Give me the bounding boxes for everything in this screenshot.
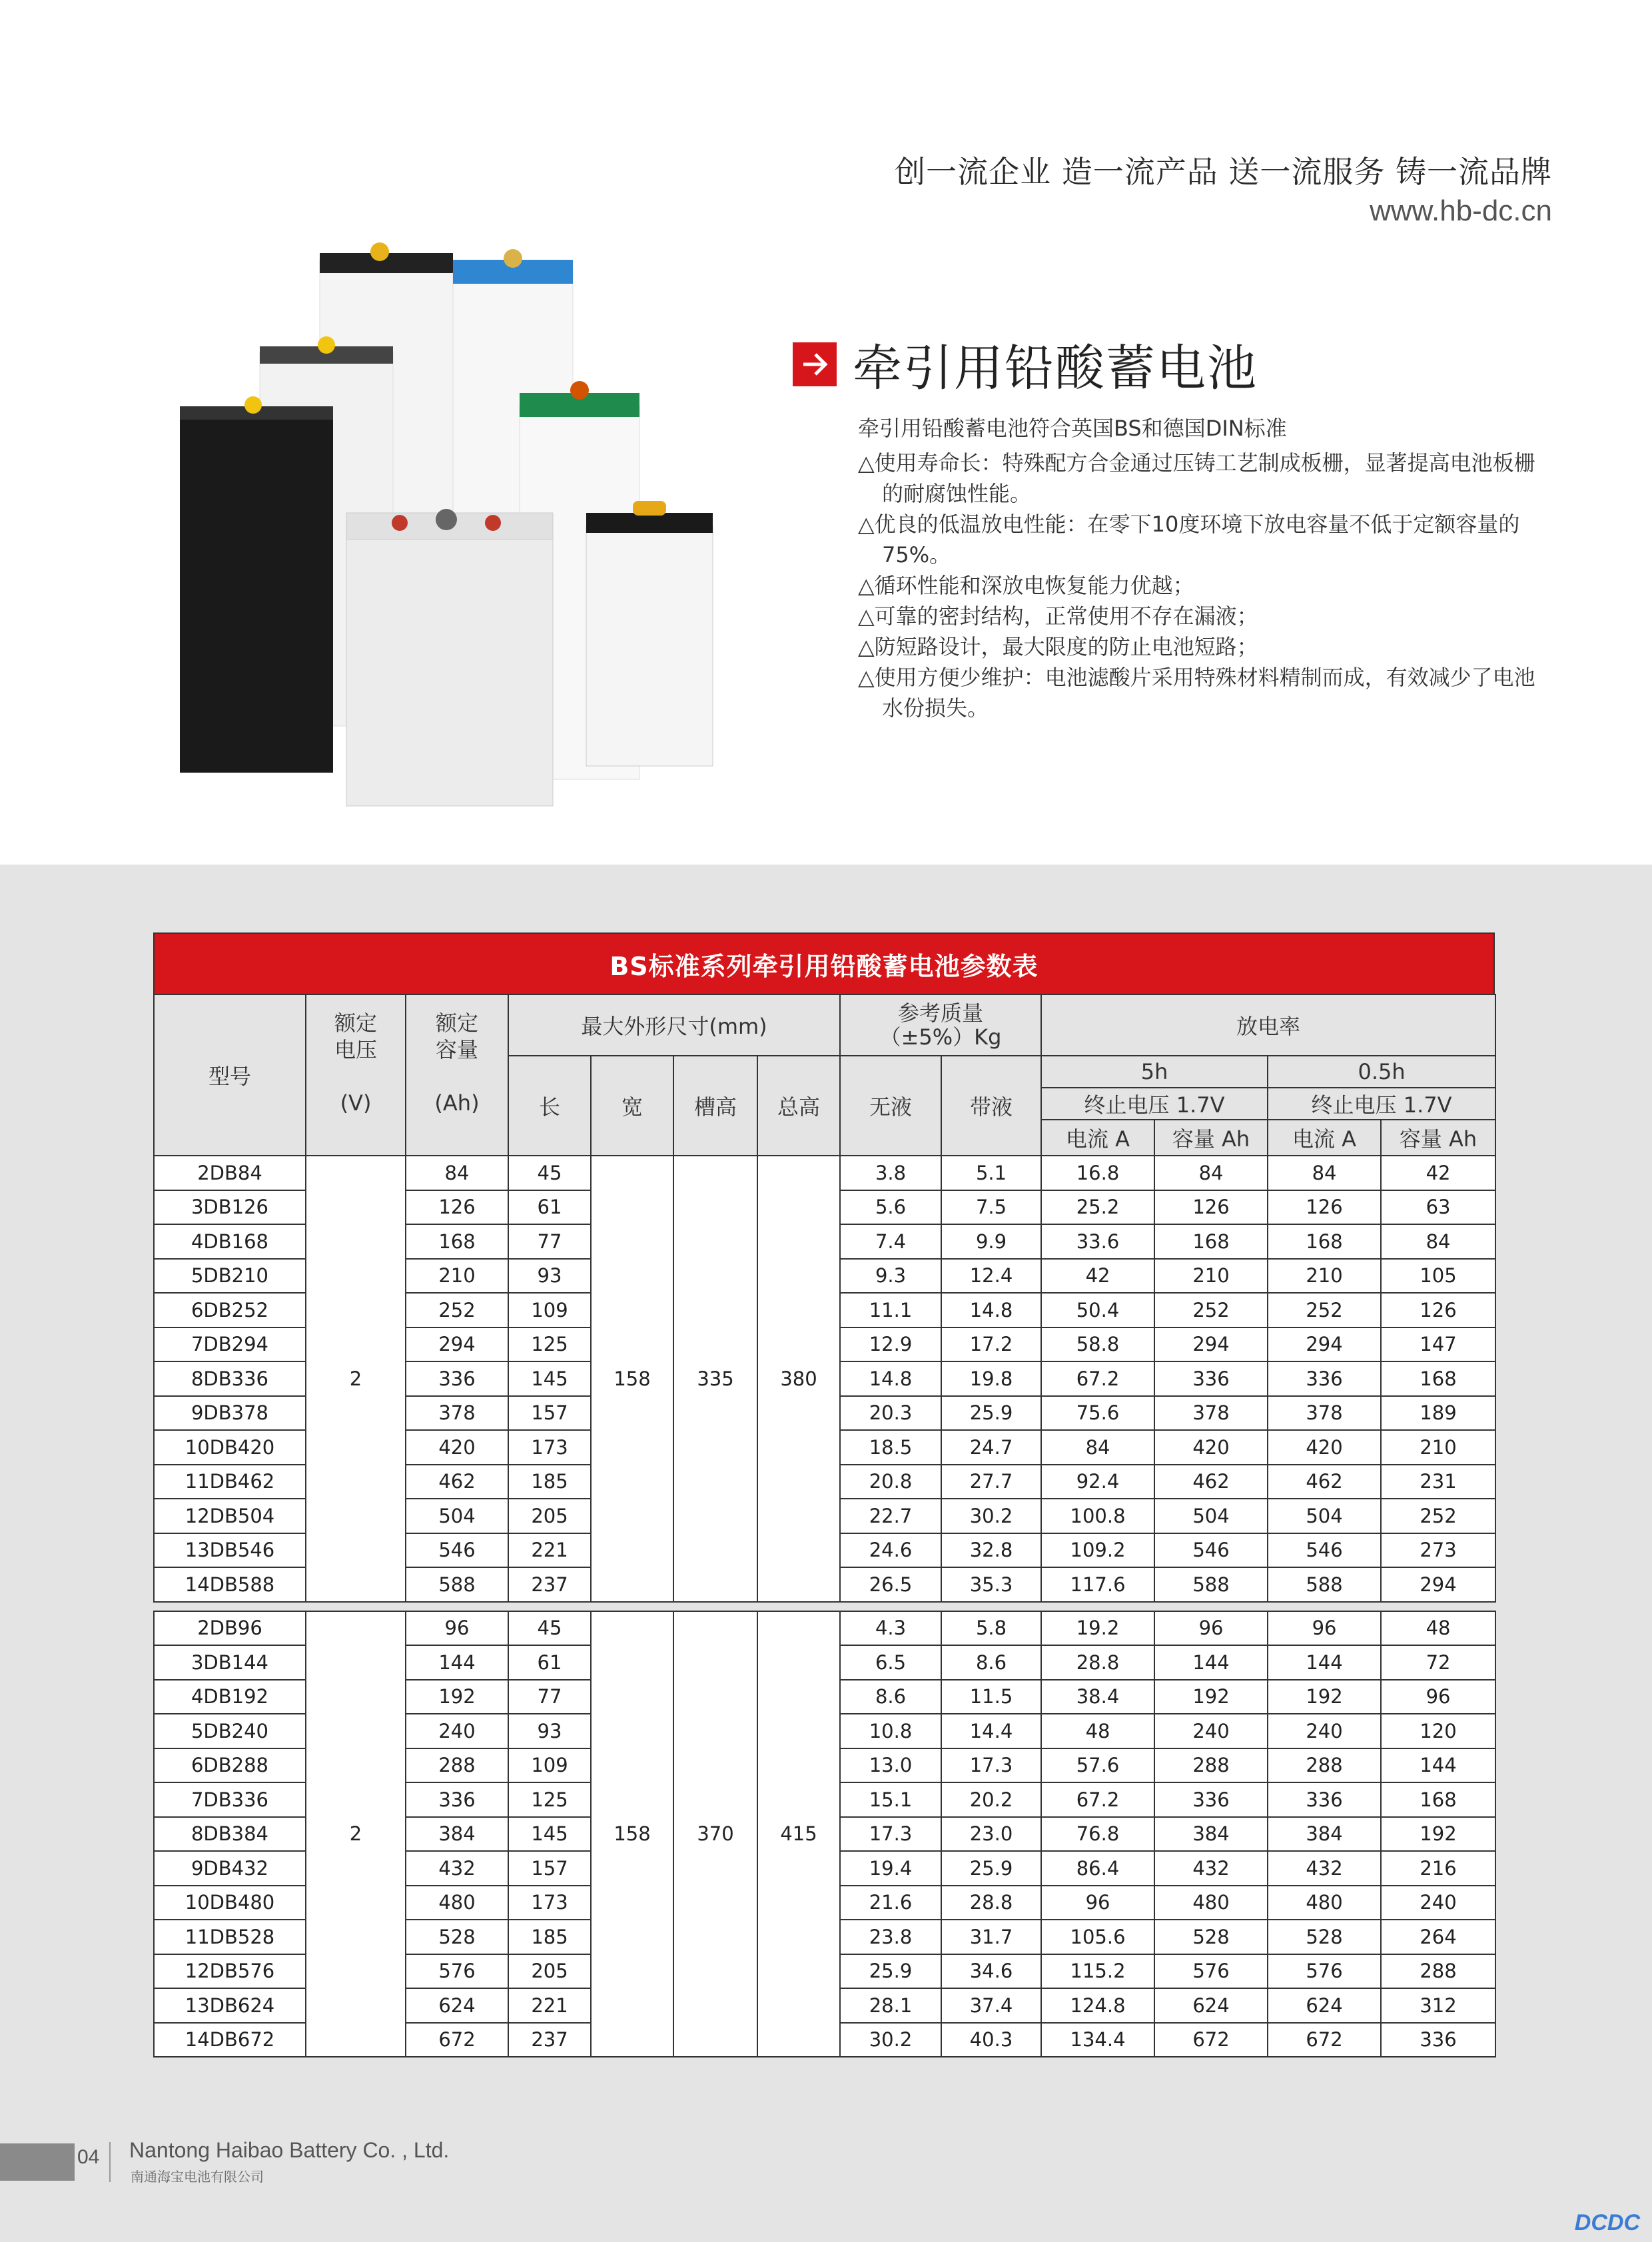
cell-capacity: 576 (406, 1954, 508, 1989)
cell-length: 77 (508, 1680, 591, 1714)
header-voltage-label: 额定 电压 (334, 1010, 377, 1062)
cell-model: 2DB84 (154, 1156, 306, 1190)
cell-mass-dry: 8.6 (840, 1680, 941, 1714)
feature-item: △优良的低温放电性能：在零下10度环境下放电容量不低于定额容量的75%。 (858, 512, 1520, 567)
feature-item: △循环性能和深放电恢复能力优越； (858, 573, 1194, 598)
group-spacer (154, 1602, 1495, 1611)
header-dimensions: 最大外形尺寸(mm) (508, 994, 840, 1056)
cell-capacity-5h: 240 (1154, 1714, 1268, 1748)
cell-current-05h: 84 (1268, 1156, 1381, 1190)
cell-mass-dry: 15.1 (840, 1782, 941, 1817)
cell-model: 9DB432 (154, 1851, 306, 1886)
cell-length: 145 (508, 1361, 591, 1396)
cell-capacity-05h: 336 (1381, 2023, 1495, 2057)
cell-mass-dry: 9.3 (840, 1259, 941, 1294)
cell-mass-dry: 18.5 (840, 1430, 941, 1465)
company-slogan: 创一流企业 造一流产品 送一流服务 铸一流品牌 (895, 154, 1552, 190)
cell-width: 158 (591, 1156, 673, 1602)
cell-capacity-05h: 216 (1381, 1851, 1495, 1886)
cell-model: 10DB480 (154, 1886, 306, 1920)
cell-mass-dry: 3.8 (840, 1156, 941, 1190)
cell-current-05h: 546 (1268, 1533, 1381, 1568)
cell-model: 4DB168 (154, 1224, 306, 1259)
cell-mass-wet: 40.3 (941, 2023, 1041, 2057)
cell-mass-wet: 23.0 (941, 1817, 1041, 1852)
cell-length: 45 (508, 1156, 591, 1190)
cell-current-5h: 67.2 (1041, 1361, 1154, 1396)
cell-mass-dry: 24.6 (840, 1533, 941, 1568)
cell-voltage: 2 (306, 1156, 406, 1602)
cell-current-05h: 672 (1268, 2023, 1381, 2057)
cell-length: 157 (508, 1851, 591, 1886)
feature-item: △使用寿命长：特殊配方合金通过压铸工艺制成板栅，显著提高电池板栅的耐腐蚀性能。 (858, 450, 1535, 506)
cell-length: 145 (508, 1817, 591, 1852)
cell-capacity-5h: 546 (1154, 1533, 1268, 1568)
header-rate-05h: 0.5h (1268, 1056, 1495, 1088)
cell-current-05h: 192 (1268, 1680, 1381, 1714)
cell-length: 173 (508, 1886, 591, 1920)
cell-mass-dry: 17.3 (840, 1817, 941, 1852)
cell-mass-wet: 17.2 (941, 1327, 1041, 1362)
cell-current-5h: 33.6 (1041, 1224, 1154, 1259)
cell-capacity: 462 (406, 1465, 508, 1499)
cell-capacity-05h: 126 (1381, 1293, 1495, 1327)
cell-mass-dry: 5.6 (840, 1190, 941, 1225)
cell-current-05h: 528 (1268, 1920, 1381, 1954)
cell-capacity-05h: 72 (1381, 1645, 1495, 1680)
cell-capacity-5h: 432 (1154, 1851, 1268, 1886)
product-title-row (793, 329, 1258, 400)
cell-model: 3DB144 (154, 1645, 306, 1680)
cell-capacity-5h: 336 (1154, 1361, 1268, 1396)
cell-current-5h: 58.8 (1041, 1327, 1154, 1362)
website-url[interactable]: www.hb-dc.cn (1370, 194, 1552, 227)
cell-mass-wet: 11.5 (941, 1680, 1041, 1714)
cell-current-05h: 294 (1268, 1327, 1381, 1362)
cell-capacity-05h: 288 (1381, 1954, 1495, 1989)
cell-model: 3DB126 (154, 1190, 306, 1225)
cell-current-5h: 67.2 (1041, 1782, 1154, 1817)
cell-current-5h: 76.8 (1041, 1817, 1154, 1852)
cell-capacity: 528 (406, 1920, 508, 1954)
cell-mass-dry: 26.5 (840, 1567, 941, 1602)
cell-capacity: 210 (406, 1259, 508, 1294)
cell-mass-dry: 21.6 (840, 1886, 941, 1920)
company-name-chinese: 南通海宝电池有限公司 (131, 2169, 264, 2185)
cell-capacity: 546 (406, 1533, 508, 1568)
cell-current-05h: 288 (1268, 1748, 1381, 1783)
cell-capacity-5h: 84 (1154, 1156, 1268, 1190)
cell-capacity: 378 (406, 1396, 508, 1431)
cell-capacity: 288 (406, 1748, 508, 1783)
cell-length: 61 (508, 1645, 591, 1680)
cell-current-05h: 144 (1268, 1645, 1381, 1680)
cell-current-05h: 384 (1268, 1817, 1381, 1852)
cell-current-5h: 50.4 (1041, 1293, 1154, 1327)
header-width: 宽 (591, 1056, 673, 1156)
cell-mass-wet: 14.4 (941, 1714, 1041, 1748)
header-rate-5h: 5h (1041, 1056, 1268, 1088)
cell-model: 14DB588 (154, 1567, 306, 1602)
header-end-voltage-05h: 终止电压 1.7V (1268, 1088, 1495, 1120)
header-capacity-05h: 容量 Ah (1381, 1120, 1495, 1156)
cell-mass-dry: 4.3 (840, 1611, 941, 1646)
product-description (858, 413, 1551, 723)
cell-model: 11DB528 (154, 1920, 306, 1954)
cell-current-5h: 38.4 (1041, 1680, 1154, 1714)
cell-length: 61 (508, 1190, 591, 1225)
cell-capacity-5h: 462 (1154, 1465, 1268, 1499)
cell-mass-wet: 9.9 (941, 1224, 1041, 1259)
cell-current-05h: 336 (1268, 1361, 1381, 1396)
feature-item: △可靠的密封结构，正常使用不存在漏液； (858, 603, 1258, 629)
cell-current-5h: 75.6 (1041, 1396, 1154, 1431)
header-total-height: 总高 (757, 1056, 840, 1156)
header-capacity-label: 额定 容量 (435, 1010, 478, 1062)
cell-capacity-05h: 168 (1381, 1361, 1495, 1396)
cell-length: 125 (508, 1782, 591, 1817)
header-slogan-block (895, 148, 1552, 228)
cell-current-5h: 86.4 (1041, 1851, 1154, 1886)
cell-length: 173 (508, 1430, 591, 1465)
cell-length: 205 (508, 1954, 591, 1989)
cell-capacity: 624 (406, 1988, 508, 2023)
cell-mass-dry: 10.8 (840, 1714, 941, 1748)
cell-model: 6DB252 (154, 1293, 306, 1327)
cell-model: 12DB576 (154, 1954, 306, 1989)
cell-capacity: 384 (406, 1817, 508, 1852)
header-capacity (406, 994, 508, 1156)
product-title: 牵引用铅酸蓄电池 (853, 340, 1258, 397)
cell-capacity-05h: 105 (1381, 1259, 1495, 1294)
cell-mass-dry: 23.8 (840, 1920, 941, 1954)
cell-length: 125 (508, 1327, 591, 1362)
cell-current-05h: 480 (1268, 1886, 1381, 1920)
cell-capacity: 336 (406, 1782, 508, 1817)
cell-capacity-05h: 48 (1381, 1611, 1495, 1646)
cell-length: 93 (508, 1259, 591, 1294)
cell-current-5h: 25.2 (1041, 1190, 1154, 1225)
cell-capacity-5h: 168 (1154, 1224, 1268, 1259)
cell-capacity-5h: 576 (1154, 1954, 1268, 1989)
cell-capacity-05h: 147 (1381, 1327, 1495, 1362)
cell-capacity-05h: 168 (1381, 1782, 1495, 1817)
cell-current-5h: 109.2 (1041, 1533, 1154, 1568)
cell-capacity: 294 (406, 1327, 508, 1362)
cell-slot-height: 370 (673, 1611, 757, 2057)
cell-current-05h: 168 (1268, 1224, 1381, 1259)
header-mass: 参考质量 （±5%）Kg (840, 994, 1041, 1056)
cell-mass-wet: 5.8 (941, 1611, 1041, 1646)
standard-statement: 牵引用铅酸蓄电池符合英国BS和德国DIN标准 (858, 416, 1287, 441)
cell-current-05h: 576 (1268, 1954, 1381, 1989)
cell-model: 4DB192 (154, 1680, 306, 1714)
cell-current-05h: 462 (1268, 1465, 1381, 1499)
cell-length: 77 (508, 1224, 591, 1259)
cell-mass-wet: 28.8 (941, 1886, 1041, 1920)
cell-capacity-05h: 240 (1381, 1886, 1495, 1920)
cell-mass-wet: 25.9 (941, 1851, 1041, 1886)
cell-capacity: 126 (406, 1190, 508, 1225)
cell-model: 9DB378 (154, 1396, 306, 1431)
cell-mass-dry: 30.2 (840, 2023, 941, 2057)
cell-mass-wet: 12.4 (941, 1259, 1041, 1294)
cell-length: 205 (508, 1499, 591, 1533)
feature-item: △防短路设计，最大限度的防止电池短路； (858, 634, 1258, 659)
header-capacity-5h: 容量 Ah (1154, 1120, 1268, 1156)
cell-slot-height: 335 (673, 1156, 757, 1602)
cell-mass-wet: 14.8 (941, 1293, 1041, 1327)
cell-current-5h: 28.8 (1041, 1645, 1154, 1680)
watermark-logo: DCDC (1574, 2210, 1640, 2235)
cell-capacity-5h: 624 (1154, 1988, 1268, 2023)
cell-model: 5DB240 (154, 1714, 306, 1748)
cell-model: 12DB504 (154, 1499, 306, 1533)
cell-capacity: 84 (406, 1156, 508, 1190)
cell-current-5h: 57.6 (1041, 1748, 1154, 1783)
cell-mass-dry: 20.8 (840, 1465, 941, 1499)
cell-mass-wet: 25.9 (941, 1396, 1041, 1431)
cell-mass-wet: 35.3 (941, 1567, 1041, 1602)
cell-length: 109 (508, 1748, 591, 1783)
cell-model: 8DB336 (154, 1361, 306, 1396)
cell-capacity-05h: 84 (1381, 1224, 1495, 1259)
header-discharge-rate: 放电率 (1041, 994, 1495, 1056)
cell-length: 185 (508, 1465, 591, 1499)
cell-mass-wet: 32.8 (941, 1533, 1041, 1568)
cell-current-5h: 100.8 (1041, 1499, 1154, 1533)
cell-capacity-05h: 210 (1381, 1430, 1495, 1465)
cell-capacity-05h: 120 (1381, 1714, 1495, 1748)
cell-capacity-05h: 264 (1381, 1920, 1495, 1954)
cell-mass-wet: 30.2 (941, 1499, 1041, 1533)
cell-mass-wet: 20.2 (941, 1782, 1041, 1817)
cell-capacity: 504 (406, 1499, 508, 1533)
cell-length: 93 (508, 1714, 591, 1748)
cell-capacity: 252 (406, 1293, 508, 1327)
cell-mass-wet: 17.3 (941, 1748, 1041, 1783)
cell-mass-dry: 11.1 (840, 1293, 941, 1327)
cell-mass-dry: 13.0 (840, 1748, 941, 1783)
cell-length: 237 (508, 2023, 591, 2057)
cell-mass-dry: 14.8 (840, 1361, 941, 1396)
cell-mass-wet: 8.6 (941, 1645, 1041, 1680)
header-current-5h: 电流 A (1041, 1120, 1154, 1156)
cell-capacity-5h: 378 (1154, 1396, 1268, 1431)
page-number-tab (0, 2143, 75, 2181)
company-name-english: Nantong Haibao Battery Co. , Ltd. (129, 2138, 450, 2162)
cell-current-05h: 420 (1268, 1430, 1381, 1465)
cell-model: 11DB462 (154, 1465, 306, 1499)
cell-model: 10DB420 (154, 1430, 306, 1465)
table-body (154, 1156, 1495, 2057)
cell-current-05h: 126 (1268, 1190, 1381, 1225)
cell-length: 185 (508, 1920, 591, 1954)
cell-current-5h: 124.8 (1041, 1988, 1154, 2023)
cell-current-5h: 117.6 (1041, 1567, 1154, 1602)
cell-length: 221 (508, 1533, 591, 1568)
cell-model: 13DB546 (154, 1533, 306, 1568)
cell-mass-wet: 31.7 (941, 1920, 1041, 1954)
cell-total-height: 380 (757, 1156, 840, 1602)
cell-current-05h: 96 (1268, 1611, 1381, 1646)
cell-current-5h: 134.4 (1041, 2023, 1154, 2057)
cell-model: 6DB288 (154, 1748, 306, 1783)
cell-length: 109 (508, 1293, 591, 1327)
cell-mass-wet: 19.8 (941, 1361, 1041, 1396)
cell-capacity: 420 (406, 1430, 508, 1465)
header-current-05h: 电流 A (1268, 1120, 1381, 1156)
header-end-voltage-5h: 终止电压 1.7V (1041, 1088, 1268, 1120)
cell-current-5h: 16.8 (1041, 1156, 1154, 1190)
parameter-table (153, 994, 1496, 2057)
cell-capacity: 432 (406, 1851, 508, 1886)
cell-capacity: 240 (406, 1714, 508, 1748)
cell-model: 7DB294 (154, 1327, 306, 1362)
cell-capacity: 144 (406, 1645, 508, 1680)
cell-capacity-05h: 192 (1381, 1817, 1495, 1852)
cell-capacity-5h: 288 (1154, 1748, 1268, 1783)
cell-current-05h: 336 (1268, 1782, 1381, 1817)
cell-current-5h: 105.6 (1041, 1920, 1154, 1954)
cell-current-05h: 432 (1268, 1851, 1381, 1886)
cell-capacity-5h: 252 (1154, 1293, 1268, 1327)
cell-current-05h: 624 (1268, 1988, 1381, 2023)
cell-mass-wet: 7.5 (941, 1190, 1041, 1225)
cell-capacity: 192 (406, 1680, 508, 1714)
cell-model: 13DB624 (154, 1988, 306, 2023)
cell-current-05h: 210 (1268, 1259, 1381, 1294)
cell-model: 8DB384 (154, 1817, 306, 1852)
cell-capacity-05h: 312 (1381, 1988, 1495, 2023)
cell-mass-dry: 25.9 (840, 1954, 941, 1989)
cell-capacity-05h: 144 (1381, 1748, 1495, 1783)
cell-current-5h: 92.4 (1041, 1465, 1154, 1499)
cell-capacity-5h: 192 (1154, 1680, 1268, 1714)
cell-capacity-05h: 42 (1381, 1156, 1495, 1190)
cell-capacity-5h: 210 (1154, 1259, 1268, 1294)
cell-voltage: 2 (306, 1611, 406, 2057)
cell-capacity-5h: 528 (1154, 1920, 1268, 1954)
table-row (154, 1611, 1495, 1646)
cell-capacity: 168 (406, 1224, 508, 1259)
cell-mass-wet: 27.7 (941, 1465, 1041, 1499)
cell-length: 237 (508, 1567, 591, 1602)
cell-current-5h: 84 (1041, 1430, 1154, 1465)
cell-mass-dry: 19.4 (840, 1851, 941, 1886)
cell-mass-dry: 28.1 (840, 1988, 941, 2023)
cell-capacity-5h: 480 (1154, 1886, 1268, 1920)
cell-capacity-5h: 672 (1154, 2023, 1268, 2057)
header-wet: 带液 (941, 1056, 1041, 1156)
table-title: BS标准系列牵引用铅酸蓄电池参数表 (153, 933, 1495, 994)
cell-mass-wet: 5.1 (941, 1156, 1041, 1190)
cell-capacity-5h: 126 (1154, 1190, 1268, 1225)
spacer-cell (154, 1602, 1495, 1611)
cell-model: 7DB336 (154, 1782, 306, 1817)
cell-current-5h: 42 (1041, 1259, 1154, 1294)
cell-current-05h: 504 (1268, 1499, 1381, 1533)
cell-capacity-5h: 588 (1154, 1567, 1268, 1602)
cell-width: 158 (591, 1611, 673, 2057)
cell-capacity-05h: 273 (1381, 1533, 1495, 1568)
header-voltage (306, 994, 406, 1156)
cell-capacity: 588 (406, 1567, 508, 1602)
cell-model: 5DB210 (154, 1259, 306, 1294)
cell-capacity-5h: 384 (1154, 1817, 1268, 1852)
cell-mass-dry: 20.3 (840, 1396, 941, 1431)
feature-item: △使用方便少维护：电池滤酸片采用特殊材料精制而成，有效减少了电池水份损失。 (858, 665, 1535, 721)
cell-capacity: 480 (406, 1886, 508, 1920)
cell-capacity-5h: 144 (1154, 1645, 1268, 1680)
cell-current-5h: 96 (1041, 1886, 1154, 1920)
cell-capacity-05h: 294 (1381, 1567, 1495, 1602)
cell-capacity: 336 (406, 1361, 508, 1396)
cell-capacity-05h: 252 (1381, 1499, 1495, 1533)
cell-mass-dry: 7.4 (840, 1224, 941, 1259)
cell-length: 157 (508, 1396, 591, 1431)
cell-length: 45 (508, 1611, 591, 1646)
header-capacity-unit: (Ah) (434, 1090, 480, 1116)
cell-length: 221 (508, 1988, 591, 2023)
arrow-right-icon (793, 342, 837, 386)
cell-mass-wet: 24.7 (941, 1430, 1041, 1465)
cell-capacity-05h: 231 (1381, 1465, 1495, 1499)
cell-current-05h: 252 (1268, 1293, 1381, 1327)
header-dry: 无液 (840, 1056, 941, 1156)
cell-current-5h: 19.2 (1041, 1611, 1154, 1646)
header-model: 型号 (154, 994, 306, 1156)
cell-capacity-5h: 336 (1154, 1782, 1268, 1817)
cell-capacity: 96 (406, 1611, 508, 1646)
cell-total-height: 415 (757, 1611, 840, 2057)
cell-model: 2DB96 (154, 1611, 306, 1646)
cell-capacity-5h: 420 (1154, 1430, 1268, 1465)
cell-capacity-5h: 504 (1154, 1499, 1268, 1533)
battery-product-image (180, 240, 726, 813)
cell-mass-wet: 34.6 (941, 1954, 1041, 1989)
cell-capacity-5h: 96 (1154, 1611, 1268, 1646)
header-length: 长 (508, 1056, 591, 1156)
cell-capacity-05h: 189 (1381, 1396, 1495, 1431)
cell-capacity: 672 (406, 2023, 508, 2057)
cell-current-05h: 588 (1268, 1567, 1381, 1602)
cell-capacity-05h: 63 (1381, 1190, 1495, 1225)
cell-mass-dry: 12.9 (840, 1327, 941, 1362)
cell-current-05h: 240 (1268, 1714, 1381, 1748)
cell-current-5h: 48 (1041, 1714, 1154, 1748)
page-number: 04 (77, 2146, 100, 2168)
footer-divider (109, 2142, 111, 2182)
cell-model: 14DB672 (154, 2023, 306, 2057)
cell-current-05h: 378 (1268, 1396, 1381, 1431)
cell-mass-dry: 6.5 (840, 1645, 941, 1680)
header-voltage-unit: (V) (340, 1090, 372, 1116)
cell-mass-wet: 37.4 (941, 1988, 1041, 2023)
cell-capacity-5h: 294 (1154, 1327, 1268, 1362)
parameter-table-section (153, 933, 1495, 2057)
table-row (154, 1156, 1495, 1190)
cell-capacity-05h: 96 (1381, 1680, 1495, 1714)
header-slot-height: 槽高 (673, 1056, 757, 1156)
cell-mass-dry: 22.7 (840, 1499, 941, 1533)
cell-current-5h: 115.2 (1041, 1954, 1154, 1989)
